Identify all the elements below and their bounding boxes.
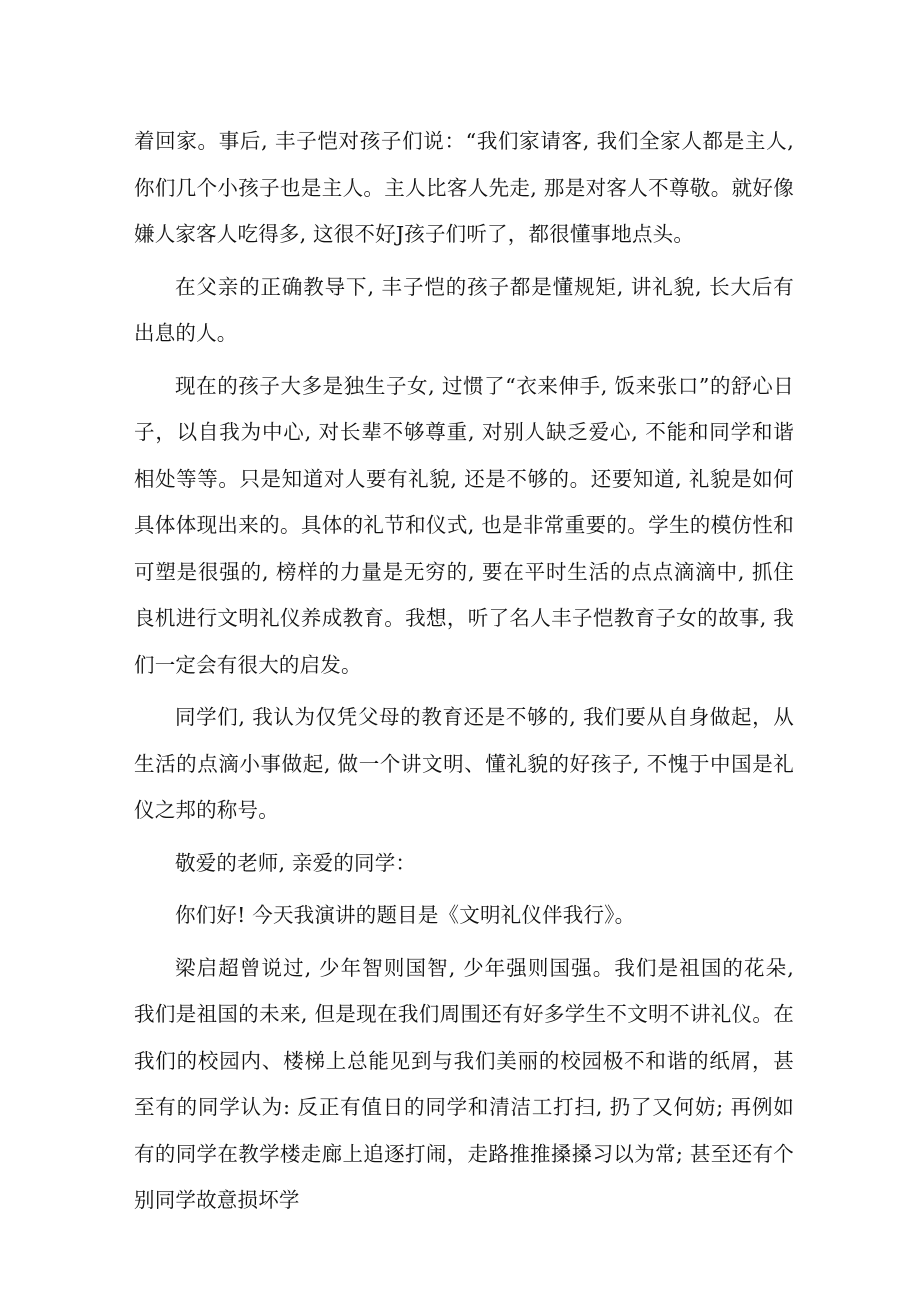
paragraph-1: 着回家。事后, 丰子恺对孩子们说：“我们家请客, 我们全家人都是主人, 你们几个小孩子也是主人。主人比客人先走, 那是对客人不尊敬。就好像嫌人家客人吃得多, 这很不好J孩子们听了，都很懂事地点头。	[134, 129, 794, 246]
greeting-and-topic: 你们好! 今天我演讲的题目是《文明礼仪伴我行》。	[175, 903, 636, 927]
salutation: 敬爱的老师, 亲爱的同学：	[175, 850, 417, 875]
paragraph-2: 在父亲的正确教导下, 丰子恺的孩子都是懂规矩, 讲礼貌, 长大后有出息的人。	[134, 274, 794, 345]
paragraph-4: 同学们, 我认为仅凭父母的教育还是不够的, 我们要从自身做起，从生活的点滴小事做起, 做一个讲文明、懂礼貌的好孩子, 不愧于中国是礼仪之邦的称号。	[134, 705, 794, 822]
paragraph-3: 现在的孩子大多是独生子女, 过惯了“衣来伸手, 饭来张口”的舒心日子，以自我为中心, 对长辈不够尊重, 对别人缺乏爱心, 不能和同学和谐相处等等。只是知道对人要有礼貌, 还是不够的。还要知道, 礼貌是如何具体体现出来的。具体的礼节和仪式, 也是非常重要的。学生的模仿性和可塑是很强的, 榜样的力量是无穷的, 要在平时生活的点点滴滴中, 抓住良机进行文明礼仪养成教育。我想，听了名人丰子恺教育子女的故事, 我们一定会有很大的启发。	[134, 373, 794, 677]
document-body	[134, 118, 794, 1230]
paragraph-7: 梁启超曾说过, 少年智则国智, 少年强则国强。我们是祖国的花朵, 我们是祖国的未来, 但是现在我们周围还有好多学生不文明不讲礼仪。在我们的校园内、楼梯上总能见到与我们美丽的校园极不和谐的纸屑，甚至有的同学认为: 反正有值日的同学和清洁工打扫, 扔了又何妨; 再例如有的同学在教学楼走廊上追逐打闹，走路推推搡搡习以为常; 甚至还有个别同学故意损坏学	[134, 955, 794, 1212]
